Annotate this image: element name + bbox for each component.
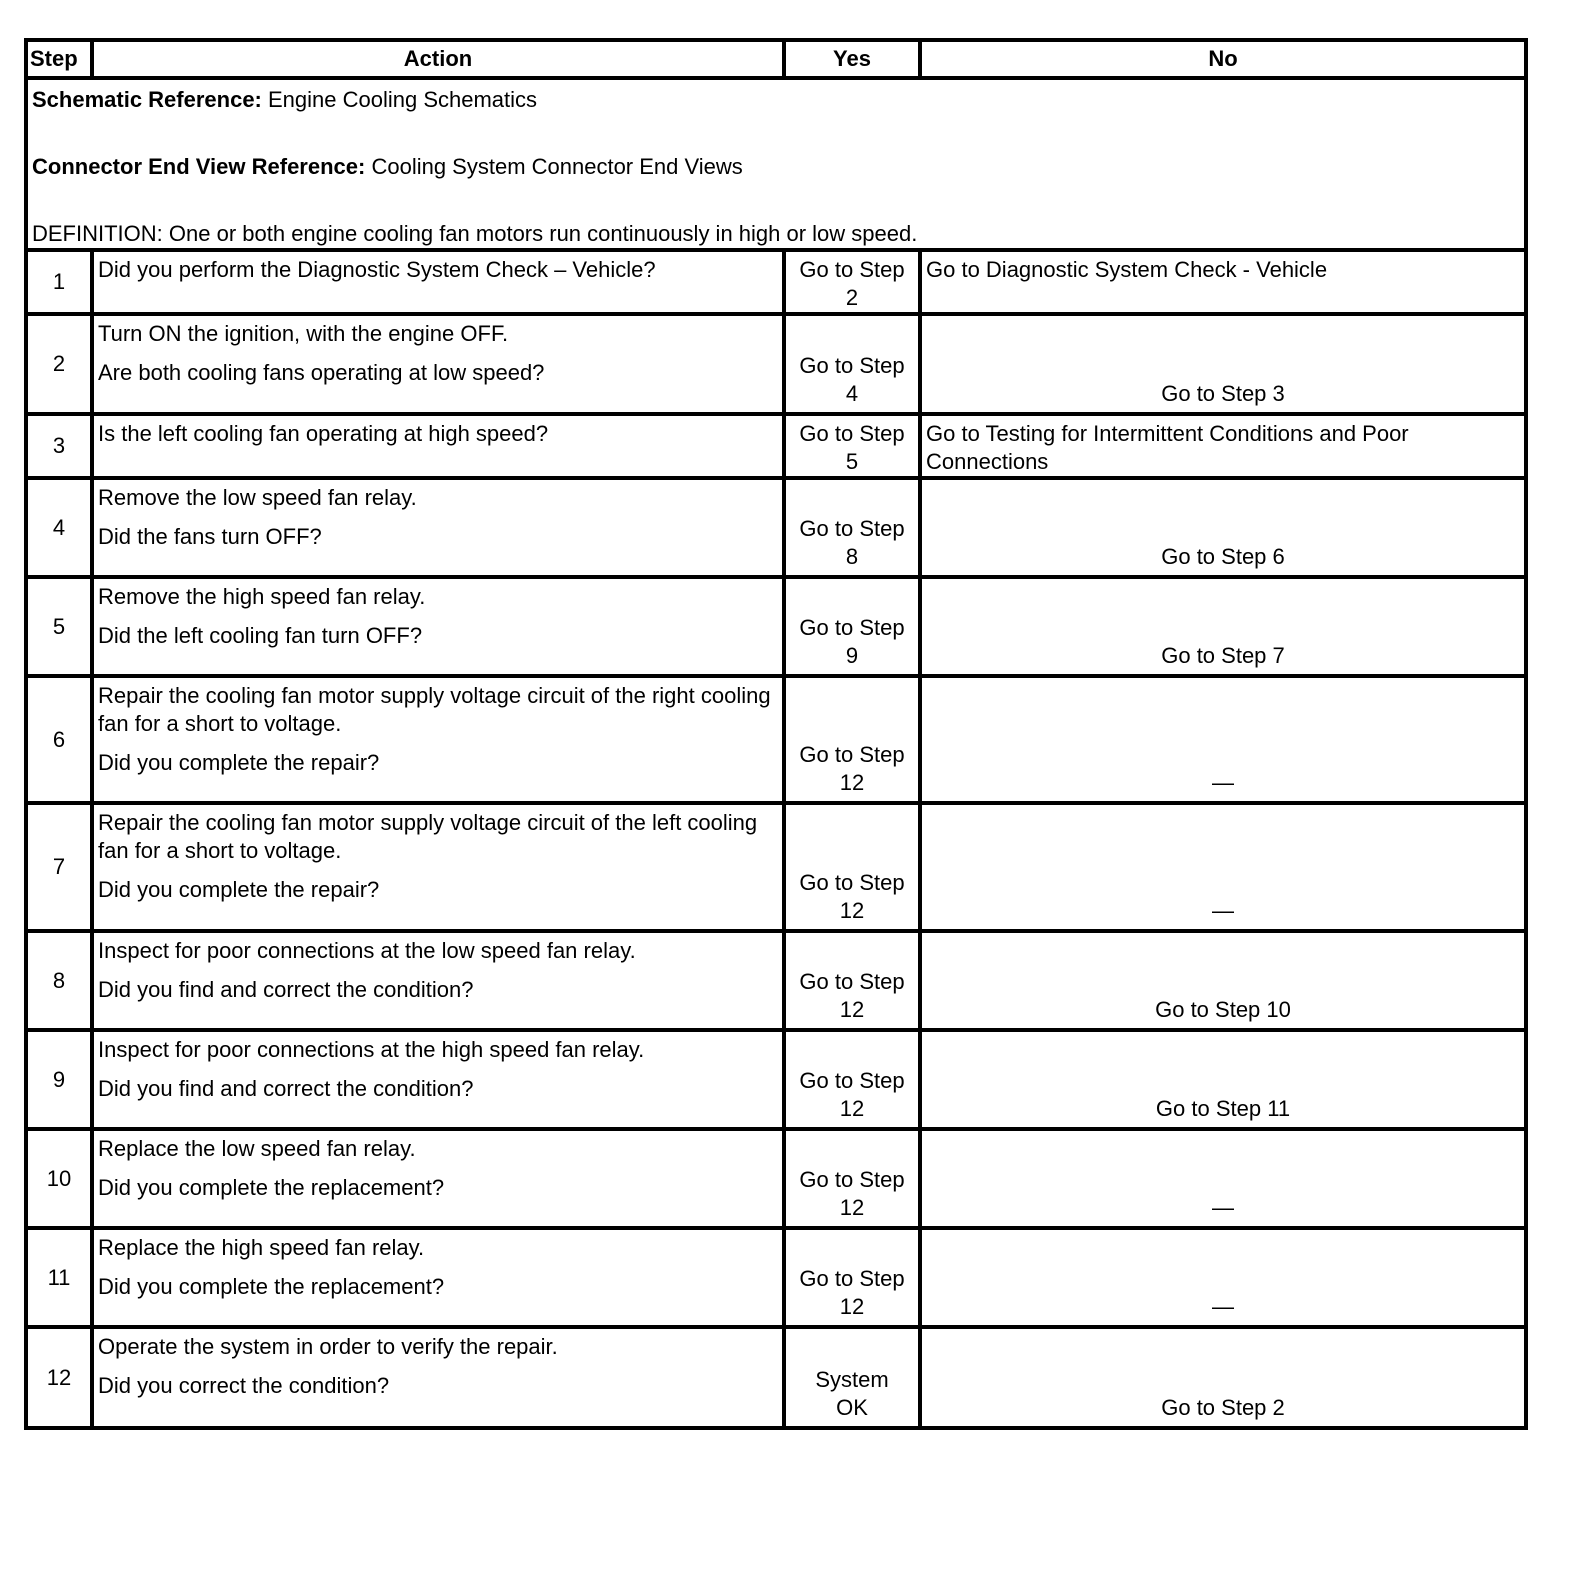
yes-line: Go to Step: [799, 1266, 905, 1291]
step-row: [26, 250, 1526, 314]
step-number: 7: [26, 803, 92, 931]
action-line: Repair the cooling fan motor supply voltage circuit of the right cooling fan for a short to voltage.: [98, 683, 777, 736]
yes-cell: [784, 803, 920, 931]
action-line: Did you complete the replacement?: [98, 1274, 445, 1299]
yes-cell: [784, 1129, 920, 1228]
step-number: 5: [26, 577, 92, 676]
yes-line: 12: [839, 997, 865, 1022]
connector-reference-label: Connector End View Reference:: [32, 154, 366, 179]
step-row: [26, 803, 1526, 931]
action-cell: [92, 803, 784, 931]
step-number: 10: [26, 1129, 92, 1228]
yes-cell: [784, 1030, 920, 1129]
yes-line: Go to Step: [799, 1068, 905, 1093]
no-cell: Go to Step 11: [920, 1030, 1526, 1129]
action-cell: [92, 676, 784, 803]
yes-cell: [784, 577, 920, 676]
yes-line: 12: [839, 1294, 865, 1319]
spacer: [98, 512, 778, 523]
step-number: 4: [26, 478, 92, 577]
step-row: [26, 1327, 1526, 1428]
definition: DEFINITION: One or both engine cooling fan motors run continuously in high or low speed.: [32, 221, 918, 246]
reference-cell: [26, 78, 1526, 250]
action-line: Did you correct the condition?: [98, 1373, 390, 1398]
yes-line: 8: [845, 544, 859, 569]
no-cell: Go to Step 6: [920, 478, 1526, 577]
action-line: Did you find and correct the condition?: [98, 977, 474, 1002]
yes-line: 9: [845, 643, 859, 668]
no-cell: Go to Testing for Intermittent Conditions and Poor Connections: [920, 414, 1526, 478]
step-row: [26, 1228, 1526, 1327]
step-number: 3: [26, 414, 92, 478]
spacer: [98, 865, 778, 876]
action-line: Is the left cooling fan operating at high speed?: [98, 421, 549, 446]
spacer: [98, 611, 778, 622]
yes-cell: [784, 250, 920, 314]
action-line: Remove the low speed fan relay.: [98, 485, 417, 510]
action-line: Did the fans turn OFF?: [98, 524, 322, 549]
spacer: [98, 965, 778, 976]
no-cell: Go to Diagnostic System Check - Vehicle: [920, 250, 1526, 314]
step-row: [26, 676, 1526, 803]
yes-cell: [784, 414, 920, 478]
schematic-reference: [32, 86, 1520, 114]
yes-cell: [784, 1228, 920, 1327]
yes-line: 2: [845, 285, 859, 310]
action-cell: [92, 1327, 784, 1428]
action-line: Did you complete the repair?: [98, 750, 380, 775]
step-number: 11: [26, 1228, 92, 1327]
header-yes: Yes: [784, 40, 920, 78]
header-step: Step: [26, 40, 92, 78]
step-number: 6: [26, 676, 92, 803]
no-cell: Go to Step 10: [920, 931, 1526, 1030]
yes-line: Go to Step: [799, 516, 905, 541]
step-number: 8: [26, 931, 92, 1030]
yes-line: 12: [839, 770, 865, 795]
yes-line: 5: [845, 449, 859, 474]
no-cell: Go to Step 7: [920, 577, 1526, 676]
diagnostic-table: [24, 38, 1528, 1430]
action-cell: [92, 250, 784, 314]
step-row: [26, 314, 1526, 414]
action-line: Did you complete the repair?: [98, 877, 380, 902]
step-row: [26, 414, 1526, 478]
action-cell: [92, 414, 784, 478]
yes-cell: [784, 314, 920, 414]
schematic-reference-value: Engine Cooling Schematics: [261, 87, 538, 112]
yes-cell: [784, 1327, 920, 1428]
action-line: Inspect for poor connections at the high speed fan relay.: [98, 1037, 645, 1062]
spacer: [98, 348, 778, 359]
action-line: Did you perform the Diagnostic System Check – Vehicle?: [98, 257, 656, 282]
yes-line: Go to Step: [799, 353, 905, 378]
yes-line: 12: [839, 1096, 865, 1121]
spacer: [98, 738, 778, 749]
no-cell: Go to Step 3: [920, 314, 1526, 414]
spacer: [98, 1262, 778, 1273]
reference-row: [26, 78, 1526, 250]
spacer: [98, 1163, 778, 1174]
yes-cell: [784, 676, 920, 803]
action-line: Did the left cooling fan turn OFF?: [98, 623, 423, 648]
connector-reference: [32, 153, 1520, 181]
no-cell: —: [920, 1228, 1526, 1327]
no-cell: —: [920, 803, 1526, 931]
yes-line: Go to Step: [799, 421, 905, 446]
spacer: [98, 1064, 778, 1075]
no-cell: Go to Step 2: [920, 1327, 1526, 1428]
step-row: [26, 1129, 1526, 1228]
yes-line: Go to Step: [799, 870, 905, 895]
no-cell: —: [920, 1129, 1526, 1228]
action-line: Turn ON the ignition, with the engine OFF.: [98, 321, 509, 346]
schematic-reference-label: Schematic Reference:: [32, 87, 262, 112]
yes-cell: [784, 478, 920, 577]
action-cell: [92, 577, 784, 676]
action-line: Repair the cooling fan motor supply voltage circuit of the left cooling fan for a short to voltage.: [98, 810, 764, 863]
action-line: Operate the system in order to verify the repair.: [98, 1334, 558, 1359]
action-cell: [92, 931, 784, 1030]
header-action: Action: [92, 40, 784, 78]
action-line: Replace the low speed fan relay.: [98, 1136, 416, 1161]
step-row: [26, 478, 1526, 577]
action-cell: [92, 478, 784, 577]
header-row: [26, 40, 1526, 78]
action-line: Inspect for poor connections at the low speed fan relay.: [98, 938, 636, 963]
yes-line: 12: [839, 898, 865, 923]
action-cell: [92, 1030, 784, 1129]
step-row: [26, 577, 1526, 676]
connector-reference-value: Cooling System Connector End Views: [365, 154, 743, 179]
action-line: Did you find and correct the condition?: [98, 1076, 474, 1101]
yes-line: Go to Step: [799, 615, 905, 640]
action-cell: [92, 314, 784, 414]
header-no: No: [920, 40, 1526, 78]
spacer: [98, 1361, 778, 1372]
action-line: Did you complete the replacement?: [98, 1175, 445, 1200]
yes-cell: [784, 931, 920, 1030]
yes-line: System: [815, 1367, 889, 1392]
step-row: [26, 931, 1526, 1030]
yes-line: 12: [839, 1195, 865, 1220]
action-line: Replace the high speed fan relay.: [98, 1235, 425, 1260]
step-row: [26, 1030, 1526, 1129]
yes-line: Go to Step: [799, 969, 905, 994]
action-cell: [92, 1129, 784, 1228]
yes-line: 4: [845, 381, 859, 406]
step-number: 1: [26, 250, 92, 314]
yes-line: Go to Step: [799, 257, 905, 282]
action-cell: [92, 1228, 784, 1327]
step-number: 9: [26, 1030, 92, 1129]
action-line: Are both cooling fans operating at low speed?: [98, 360, 545, 385]
no-cell: —: [920, 676, 1526, 803]
step-number: 2: [26, 314, 92, 414]
step-number: 12: [26, 1327, 92, 1428]
yes-line: OK: [836, 1395, 868, 1420]
yes-line: Go to Step: [799, 742, 905, 767]
yes-line: Go to Step: [799, 1167, 905, 1192]
action-line: Remove the high speed fan relay.: [98, 584, 426, 609]
